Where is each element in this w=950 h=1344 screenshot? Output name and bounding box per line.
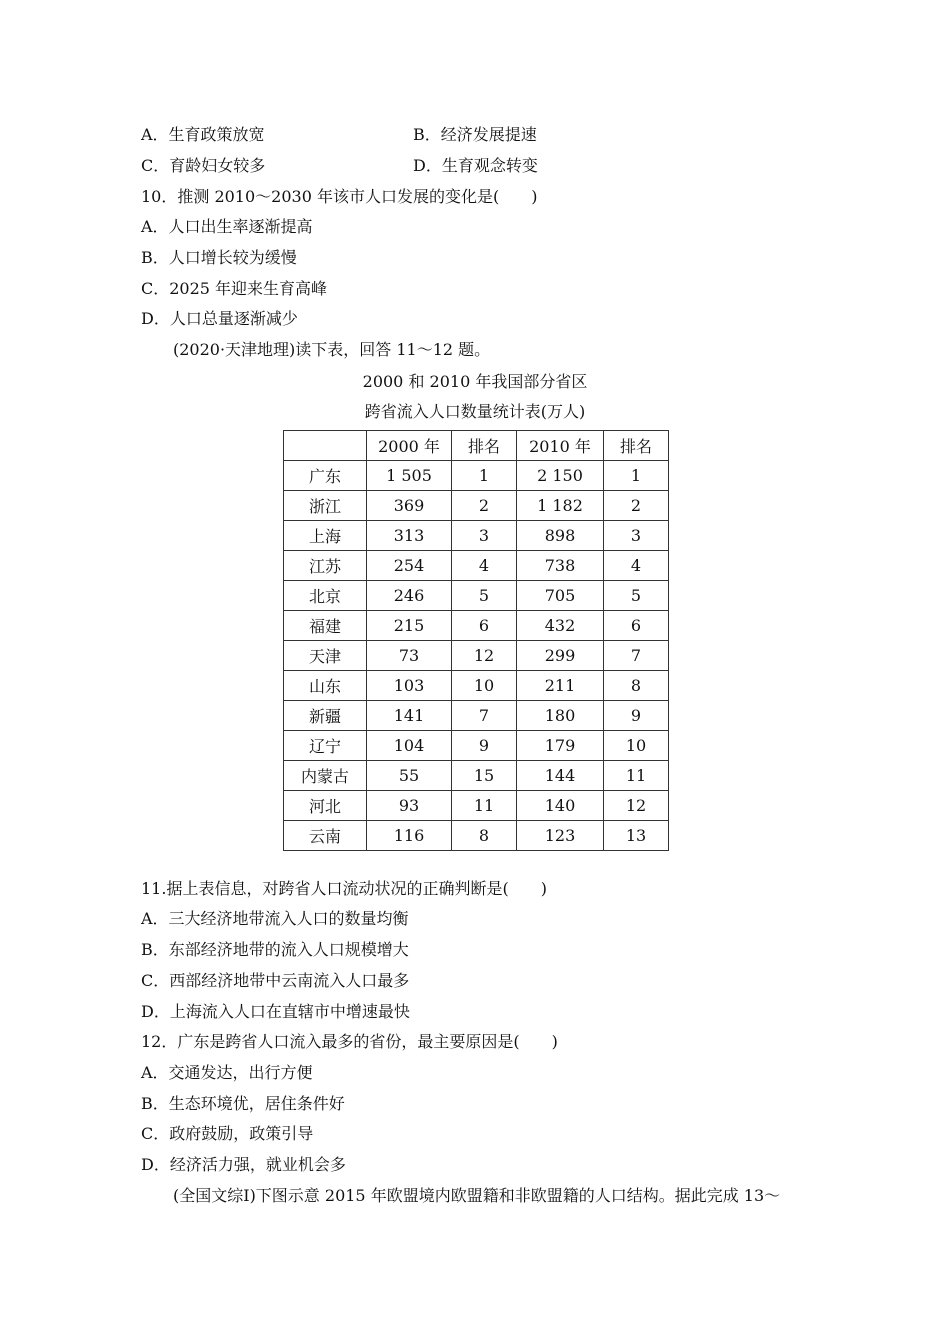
table-cell: 1 xyxy=(604,461,669,491)
q10-option-c: C．2025 年迎来生育高峰 xyxy=(141,279,328,298)
header-cell: 排名 xyxy=(604,431,669,461)
table-cell: 2 xyxy=(604,491,669,521)
table-row xyxy=(284,611,669,641)
q9-option-d: D．生育观念转变 xyxy=(413,156,538,175)
table-cell: 8 xyxy=(452,821,517,851)
table-cell: 1 182 xyxy=(517,491,604,521)
intro-13: (全国文综Ⅰ)下图示意 2015 年欧盟境内欧盟籍和非欧盟籍的人口结构。据此完成 13～ xyxy=(173,1186,781,1205)
q12-option-c: C．政府鼓励，政策引导 xyxy=(141,1124,314,1143)
table-row xyxy=(284,731,669,761)
table-row xyxy=(284,671,669,701)
table-cell: 5 xyxy=(604,581,669,611)
table-cell: 浙江 xyxy=(284,491,367,521)
table-cell: 123 xyxy=(517,821,604,851)
table-cell: 898 xyxy=(517,521,604,551)
migration-table xyxy=(283,430,669,851)
table-cell: 天津 xyxy=(284,641,367,671)
table-row xyxy=(284,791,669,821)
header-cell: 2010 年 xyxy=(517,431,604,461)
q11-option-d: D．上海流入人口在直辖市中增速最快 xyxy=(141,1002,410,1021)
q12-stem: 12．广东是跨省人口流入最多的省份，最主要原因是( ) xyxy=(141,1032,558,1051)
table-cell: 254 xyxy=(367,551,452,581)
table-cell: 103 xyxy=(367,671,452,701)
table-cell: 246 xyxy=(367,581,452,611)
q10-option-d: D．人口总量逐渐减少 xyxy=(141,309,298,328)
q10-option-a: A．人口出生率逐渐提高 xyxy=(141,217,313,236)
q11-option-c: C．西部经济地带中云南流入人口最多 xyxy=(141,971,410,990)
table-cell: 11 xyxy=(452,791,517,821)
table-cell: 福建 xyxy=(284,611,367,641)
table-cell: 9 xyxy=(604,701,669,731)
table-cell: 6 xyxy=(604,611,669,641)
table-cell: 140 xyxy=(517,791,604,821)
table-cell: 4 xyxy=(604,551,669,581)
table-cell: 北京 xyxy=(284,581,367,611)
table-cell: 12 xyxy=(452,641,517,671)
table-header-row xyxy=(284,431,669,461)
table-title-line-1: 2000 和 2010 年我国部分省区 xyxy=(362,372,588,391)
table-cell: 7 xyxy=(604,641,669,671)
table-cell: 上海 xyxy=(284,521,367,551)
table-cell: 116 xyxy=(367,821,452,851)
table-cell: 7 xyxy=(452,701,517,731)
table-cell: 河北 xyxy=(284,791,367,821)
table-cell: 6 xyxy=(452,611,517,641)
q9-option-a: A．生育政策放宽 xyxy=(141,125,265,144)
table-cell: 432 xyxy=(517,611,604,641)
table-cell: 738 xyxy=(517,551,604,581)
table-title-line-2: 跨省流入人口数量统计表(万人) xyxy=(364,402,586,421)
table-cell: 山东 xyxy=(284,671,367,701)
q12-option-a: A．交通发达，出行方便 xyxy=(141,1063,313,1082)
q9-option-b: B．经济发展提速 xyxy=(413,125,537,144)
header-cell xyxy=(284,431,367,461)
table-cell: 179 xyxy=(517,731,604,761)
table-cell: 新疆 xyxy=(284,701,367,731)
table-cell: 1 505 xyxy=(367,461,452,491)
table-cell: 10 xyxy=(452,671,517,701)
table-cell: 广东 xyxy=(284,461,367,491)
table-cell: 180 xyxy=(517,701,604,731)
table-cell: 辽宁 xyxy=(284,731,367,761)
table-cell: 313 xyxy=(367,521,452,551)
table-cell: 11 xyxy=(604,761,669,791)
q10-stem: 10．推测 2010～2030 年该市人口发展的变化是( ) xyxy=(141,187,538,206)
table-row xyxy=(284,821,669,851)
table-cell: 2 xyxy=(452,491,517,521)
table-cell: 144 xyxy=(517,761,604,791)
table-cell: 2 150 xyxy=(517,461,604,491)
table-cell: 10 xyxy=(604,731,669,761)
table-cell: 73 xyxy=(367,641,452,671)
q10-option-b: B．人口增长较为缓慢 xyxy=(141,248,297,267)
table-cell: 141 xyxy=(367,701,452,731)
table-cell: 3 xyxy=(604,521,669,551)
table-cell: 云南 xyxy=(284,821,367,851)
table-cell: 104 xyxy=(367,731,452,761)
q11-option-b: B．东部经济地带的流入人口规模增大 xyxy=(141,940,409,959)
table-cell: 55 xyxy=(367,761,452,791)
table-cell: 9 xyxy=(452,731,517,761)
table-cell: 299 xyxy=(517,641,604,671)
q9-option-c: C．育龄妇女较多 xyxy=(141,156,266,175)
table-cell: 江苏 xyxy=(284,551,367,581)
table-row xyxy=(284,761,669,791)
header-cell: 2000 年 xyxy=(367,431,452,461)
table-cell: 13 xyxy=(604,821,669,851)
table-row xyxy=(284,521,669,551)
table-cell: 93 xyxy=(367,791,452,821)
table-cell: 215 xyxy=(367,611,452,641)
table-cell: 8 xyxy=(604,671,669,701)
q12-option-d: D．经济活力强，就业机会多 xyxy=(141,1155,346,1174)
table-cell: 3 xyxy=(452,521,517,551)
table-cell: 12 xyxy=(604,791,669,821)
table-row xyxy=(284,491,669,521)
table-cell: 5 xyxy=(452,581,517,611)
table-cell: 1 xyxy=(452,461,517,491)
table-row xyxy=(284,551,669,581)
table-cell: 15 xyxy=(452,761,517,791)
q12-option-b: B．生态环境优，居住条件好 xyxy=(141,1094,345,1113)
table-cell: 369 xyxy=(367,491,452,521)
table-row xyxy=(284,581,669,611)
table-row xyxy=(284,701,669,731)
table-cell: 211 xyxy=(517,671,604,701)
header-cell: 排名 xyxy=(452,431,517,461)
table-cell: 4 xyxy=(452,551,517,581)
table-cell: 705 xyxy=(517,581,604,611)
q11-option-a: A．三大经济地带流入人口的数量均衡 xyxy=(141,909,409,928)
table-cell: 内蒙古 xyxy=(284,761,367,791)
table-row xyxy=(284,461,669,491)
intro-11-12: (2020·天津地理)读下表，回答 11～12 题。 xyxy=(173,340,491,359)
q11-stem: 11.据上表信息，对跨省人口流动状况的正确判断是( ) xyxy=(141,879,547,898)
table-row xyxy=(284,641,669,671)
